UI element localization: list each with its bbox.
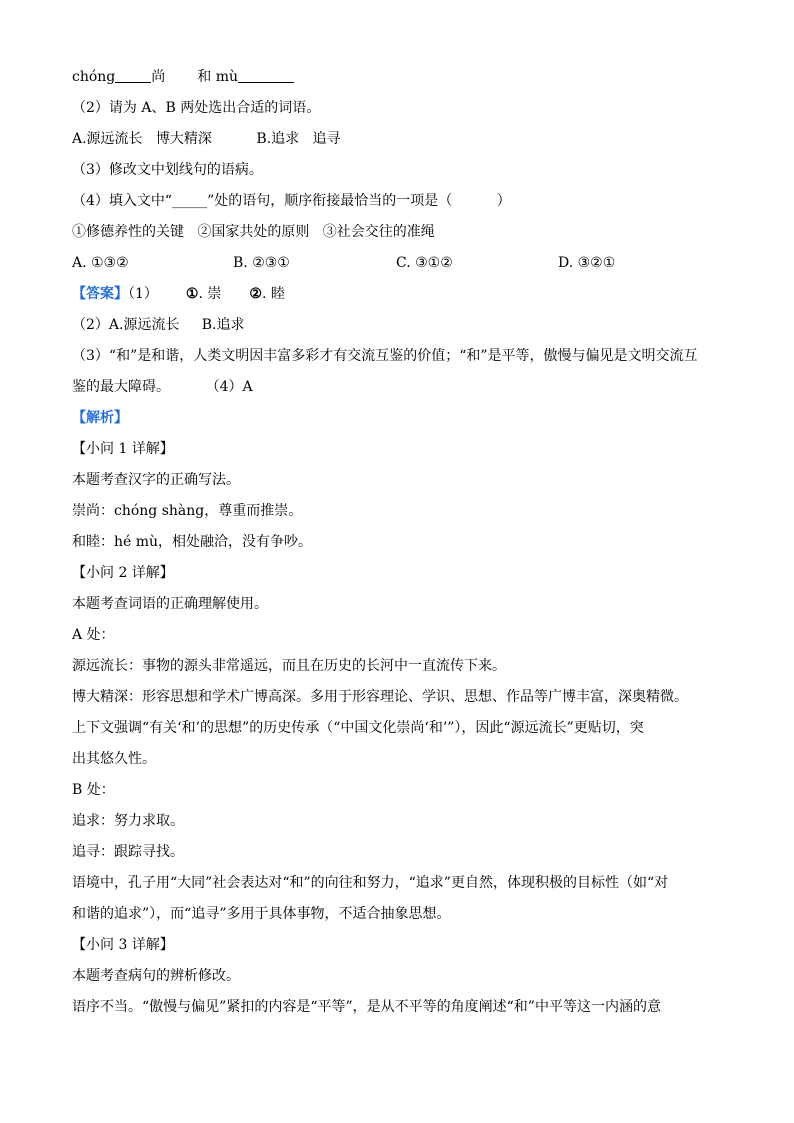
analysis-line: 上下文强调“有关‘和’的思想”的历史传承（“中国文化崇尚‘和’”），因此“源远流长”更贴切，突	[72, 720, 644, 736]
choice-b: B. ②③①	[233, 255, 290, 271]
answer-item-2-mark: ②	[249, 286, 262, 302]
analysis-line: 【小问 3 详解】	[72, 937, 174, 953]
answer-line-4: 鉴的最大障碍。 （4）A	[72, 379, 253, 395]
analysis-heading	[72, 403, 724, 434]
answer-line-1	[72, 279, 724, 310]
answer-q1-num: （1）	[128, 286, 158, 302]
char-shang: 尚	[151, 69, 166, 85]
pinyin-mu: 和 mù	[197, 69, 239, 85]
analysis-line: 语序不当。“傲慢与偏见”紧扣的内容是“平等”，是从不平等的角度阐述“和”中平等这一内涵的意	[72, 999, 661, 1015]
answer-item-1-mark: ①	[185, 286, 199, 302]
analysis-line: 本题考查病句的辨析修改。	[72, 968, 240, 984]
analysis-line: 【小问 2 详解】	[72, 565, 174, 581]
answer-line-2: （2）A.源远流长 B.追求	[72, 317, 245, 333]
question-2-options: A.源远流长 博大精深 B.追求 追寻	[72, 131, 341, 147]
analysis-line: 源远流长：事物的源头非常遥远，而且在历史的长河中一直流传下来。	[72, 658, 506, 674]
pinyin-chong: chóng	[72, 69, 116, 85]
analysis-line: 语境中，孔子用“大同”社会表达对“和”的向往和努力，“追求”更自然，体现积极的目标性（如“对	[72, 875, 669, 891]
analysis-line: 追寻：跟踪寻找。	[72, 844, 184, 860]
analysis-line: 出其悠久性。	[72, 751, 156, 767]
answer-line-3: （3）“和”是和谐，人类文明因丰富多彩才有交流互鉴的价值；“和”是平等，傲慢与偏见是文明交流互	[72, 348, 698, 364]
analysis-line: 博大精深：形容思想和学术广博高深。多用于形容理论、学识、思想、作品等广博丰富，深奥精微。	[72, 689, 688, 705]
analysis-line: 【小问 1 详解】	[72, 441, 174, 457]
analysis-line: 追求：努力求取。	[72, 813, 184, 829]
question-4-choices	[72, 248, 724, 279]
answer-item-2-text: . 睦	[261, 286, 285, 302]
question-3: （3）修改文中划线句的语病。	[72, 162, 263, 178]
choice-a: A. ①③②	[72, 255, 129, 271]
choice-d: D. ③②①	[558, 255, 616, 271]
answer-tag: 【答案】	[72, 286, 128, 302]
analysis-line: B 处：	[72, 782, 115, 798]
analysis-line: 和谐的追求”），而“追寻”多用于具体事物，不适合抽象思想。	[72, 906, 451, 922]
document-page	[72, 62, 724, 1023]
question-4: （4）填入文中“_____”处的语句，顺序衔接最恰当的一项是（ ）	[72, 193, 511, 209]
blank-mu	[238, 68, 294, 83]
analysis-line: 本题考查汉字的正确写法。	[72, 472, 240, 488]
answer-item-1-text: . 崇	[198, 286, 222, 302]
analysis-line: 崇尚：chóng shàng，尊重而推崇。	[72, 503, 303, 519]
question-4-items: ①修德养性的关键 ②国家共处的原则 ③社会交往的准绳	[72, 224, 435, 240]
analysis-line: 和睦：hé mù，相处融洽，没有争吵。	[72, 534, 313, 550]
question-1-blanks	[72, 62, 724, 93]
choice-c: C. ③①②	[396, 255, 453, 271]
question-2: （2）请为 A、B 两处选出合适的词语。	[72, 100, 321, 116]
blank-chong	[115, 68, 151, 83]
analysis-line: 本题考查词语的正确理解使用。	[72, 596, 268, 612]
analysis-line: A 处：	[72, 627, 115, 643]
analysis-tag: 【解析】	[72, 410, 128, 426]
